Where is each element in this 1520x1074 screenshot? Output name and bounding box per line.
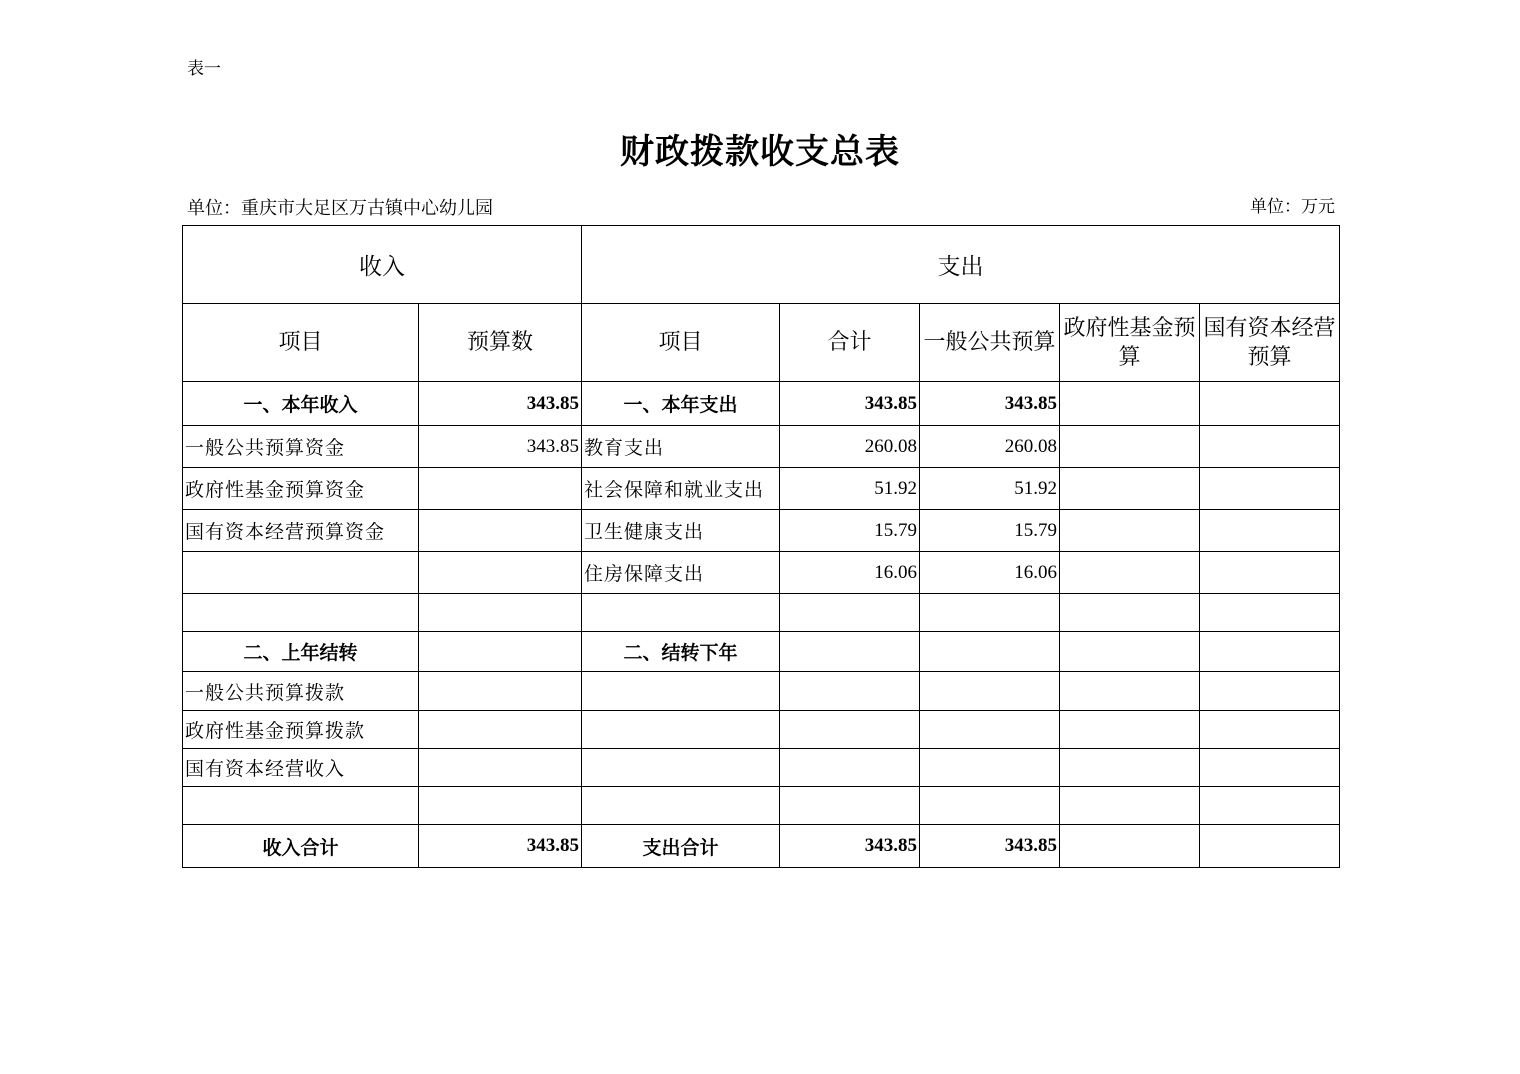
cell-state-capital-budget <box>1200 552 1340 594</box>
cell-gov-fund-budget <box>1060 825 1200 868</box>
cell-income-item: 二、上年结转 <box>183 632 419 672</box>
cell-income-amount <box>419 468 582 510</box>
cell-total: 16.06 <box>780 552 920 594</box>
cell-state-capital-budget <box>1200 672 1340 711</box>
cell-general-budget <box>920 787 1060 825</box>
cell-income-amount: 343.85 <box>419 382 582 426</box>
cell-total: 343.85 <box>780 382 920 426</box>
cell-state-capital-budget <box>1200 510 1340 552</box>
cell-total <box>780 787 920 825</box>
cell-income-amount <box>419 749 582 787</box>
cell-income-item: 政府性基金预算资金 <box>183 468 419 510</box>
header-column-row <box>183 304 1340 382</box>
cell-total <box>780 749 920 787</box>
cell-gov-fund-budget <box>1060 711 1200 749</box>
table-row <box>183 632 1340 672</box>
cell-state-capital-budget <box>1200 382 1340 426</box>
table-row <box>183 749 1340 787</box>
cell-general-budget <box>920 711 1060 749</box>
cell-gov-fund-budget <box>1060 382 1200 426</box>
table-row <box>183 787 1340 825</box>
cell-total <box>780 594 920 632</box>
cell-expense-item: 教育支出 <box>582 426 780 468</box>
table-row <box>183 552 1340 594</box>
cell-total: 15.79 <box>780 510 920 552</box>
cell-gov-fund-budget <box>1060 552 1200 594</box>
table-row <box>183 711 1340 749</box>
cell-gov-fund-budget <box>1060 426 1200 468</box>
cell-total: 260.08 <box>780 426 920 468</box>
cell-income-amount <box>419 787 582 825</box>
cell-expense-item: 卫生健康支出 <box>582 510 780 552</box>
cell-expense-item: 支出合计 <box>582 825 780 868</box>
cell-income-amount: 343.85 <box>419 825 582 868</box>
sheet-label: 表一 <box>187 59 221 79</box>
table-row <box>183 672 1340 711</box>
col-budget-amount: 预算数 <box>419 304 582 382</box>
cell-state-capital-budget <box>1200 787 1340 825</box>
budget-summary-table <box>182 225 1340 868</box>
cell-state-capital-budget <box>1200 711 1340 749</box>
cell-income-item: 一般公共预算资金 <box>183 426 419 468</box>
cell-income-item <box>183 594 419 632</box>
table-row <box>183 468 1340 510</box>
cell-general-budget: 51.92 <box>920 468 1060 510</box>
col-general-budget: 一般公共预算 <box>920 304 1060 382</box>
cell-total <box>780 632 920 672</box>
cell-income-item: 国有资本经营预算资金 <box>183 510 419 552</box>
table-row <box>183 382 1340 426</box>
cell-expense-item <box>582 594 780 632</box>
cell-income-item: 收入合计 <box>183 825 419 868</box>
cell-expense-item: 住房保障支出 <box>582 552 780 594</box>
cell-income-amount <box>419 711 582 749</box>
cell-general-budget <box>920 632 1060 672</box>
cell-gov-fund-budget <box>1060 468 1200 510</box>
cell-income-amount <box>419 594 582 632</box>
cell-total: 343.85 <box>780 825 920 868</box>
cell-income-amount <box>419 552 582 594</box>
cell-income-amount <box>419 510 582 552</box>
cell-gov-fund-budget <box>1060 787 1200 825</box>
page-title: 财政拨款收支总表 <box>620 132 900 172</box>
cell-income-item: 政府性基金预算拨款 <box>183 711 419 749</box>
cell-income-item <box>183 787 419 825</box>
cell-gov-fund-budget <box>1060 594 1200 632</box>
cell-general-budget: 16.06 <box>920 552 1060 594</box>
cell-income-item <box>183 552 419 594</box>
unit-organization: 单位：重庆市大足区万古镇中心幼儿园 <box>187 198 493 219</box>
cell-gov-fund-budget <box>1060 672 1200 711</box>
cell-general-budget <box>920 594 1060 632</box>
col-total: 合计 <box>780 304 920 382</box>
cell-income-amount: 343.85 <box>419 426 582 468</box>
cell-expense-item <box>582 672 780 711</box>
cell-total <box>780 711 920 749</box>
cell-general-budget: 343.85 <box>920 825 1060 868</box>
cell-expense-item <box>582 749 780 787</box>
table-row <box>183 510 1340 552</box>
cell-state-capital-budget <box>1200 468 1340 510</box>
cell-general-budget: 260.08 <box>920 426 1060 468</box>
cell-expense-item: 一、本年支出 <box>582 382 780 426</box>
cell-general-budget: 343.85 <box>920 382 1060 426</box>
col-income-item: 项目 <box>183 304 419 382</box>
cell-income-item: 一般公共预算拨款 <box>183 672 419 711</box>
cell-state-capital-budget <box>1200 632 1340 672</box>
table-row <box>183 594 1340 632</box>
cell-state-capital-budget <box>1200 426 1340 468</box>
cell-gov-fund-budget <box>1060 749 1200 787</box>
unit-currency: 单位：万元 <box>1250 197 1335 217</box>
cell-expense-item <box>582 787 780 825</box>
income-group-header: 收入 <box>183 226 582 304</box>
cell-total: 51.92 <box>780 468 920 510</box>
cell-expense-item: 社会保障和就业支出 <box>582 468 780 510</box>
expense-group-header: 支出 <box>582 226 1340 304</box>
cell-gov-fund-budget <box>1060 632 1200 672</box>
cell-general-budget <box>920 749 1060 787</box>
cell-income-item: 一、本年收入 <box>183 382 419 426</box>
cell-expense-item: 二、结转下年 <box>582 632 780 672</box>
cell-general-budget <box>920 672 1060 711</box>
cell-state-capital-budget <box>1200 594 1340 632</box>
table-row <box>183 825 1340 868</box>
cell-general-budget: 15.79 <box>920 510 1060 552</box>
col-state-capital-budget: 国有资本经营预算 <box>1200 304 1340 382</box>
cell-expense-item <box>582 711 780 749</box>
cell-income-amount <box>419 632 582 672</box>
col-expense-item: 项目 <box>582 304 780 382</box>
col-gov-fund-budget: 政府性基金预算 <box>1060 304 1200 382</box>
cell-income-amount <box>419 672 582 711</box>
cell-state-capital-budget <box>1200 825 1340 868</box>
cell-total <box>780 672 920 711</box>
cell-income-item: 国有资本经营收入 <box>183 749 419 787</box>
cell-gov-fund-budget <box>1060 510 1200 552</box>
cell-state-capital-budget <box>1200 749 1340 787</box>
header-group-row <box>183 226 1340 304</box>
table-row <box>183 426 1340 468</box>
